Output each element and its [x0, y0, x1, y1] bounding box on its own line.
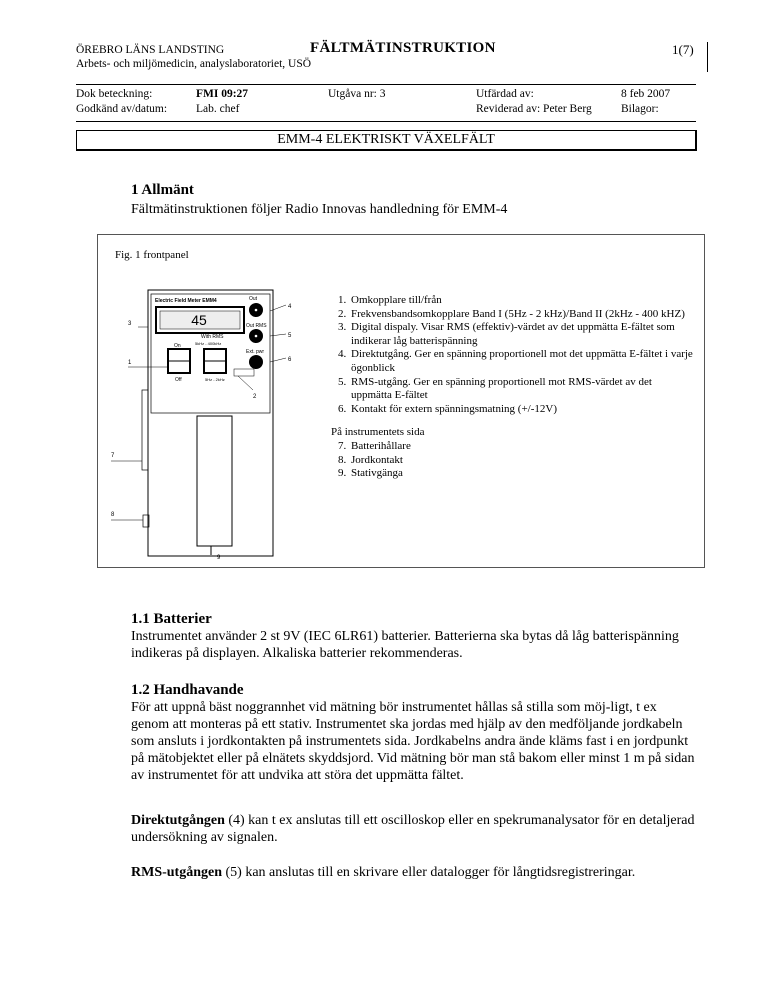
legend-item: 3. Digital dispaly. Visar RMS (effektiv)-värdet av det uppmätta E-fältet som indikerar låg batterispänning — [349, 321, 693, 348]
issued-by: Utfärdad av: — [476, 88, 534, 100]
section-text: Fältmätinstruktionen följer Radio Innovas handledning för EMM-4 — [131, 202, 508, 217]
legend-item: 2. Frekvensbandsomkopplare Band I (5Hz - 2 kHz)/Band II (2kHz - 400 kHZ) — [349, 308, 693, 322]
callout-9: 9 — [217, 555, 221, 561]
margin-bar — [707, 42, 708, 72]
dok-value: FMI 09:27 — [196, 88, 249, 100]
attachments: Bilagor: — [621, 103, 659, 115]
label-with-rms: With RMS — [201, 334, 224, 340]
label-off: Off — [175, 377, 182, 383]
page-number: 1(7) — [672, 42, 694, 57]
section-heading: 1.1 Batterier — [131, 611, 212, 627]
direkt-term: Direktutgången — [131, 813, 225, 828]
edition: Utgåva nr: 3 — [328, 88, 386, 100]
callout-3: 3 — [128, 321, 132, 327]
label-on: On — [174, 343, 181, 349]
document-title: EMM-4 ELEKTRISKT VÄXELFÄLT — [76, 130, 697, 151]
label-out-rms: Out RMS — [246, 323, 267, 329]
legend-item: 1. Omkopplare till/från — [349, 294, 693, 308]
callout-6: 6 — [288, 357, 292, 363]
label-out: Out — [249, 296, 258, 302]
callout-5: 5 — [288, 333, 292, 339]
side-heading: På instrumentets sida — [331, 426, 425, 439]
revised-by: Reviderad av: Peter Berg — [476, 103, 592, 115]
department: Arbets- och miljömedicin, analyslaboratoriet, USÖ — [76, 58, 312, 70]
rms-text: (5) kan anslutas till en skrivare eller datalogger för långtidsregistreringar. — [222, 865, 636, 880]
frontpanel-drawing — [98, 235, 328, 567]
panel-title: Electric Field Meter EMM4 — [155, 298, 217, 304]
section-heading: 1 Allmänt — [131, 182, 194, 198]
label-band: 5kHz - 400kHz — [195, 341, 222, 346]
org-name: ÖREBRO LÄNS LANDSTING — [76, 44, 225, 56]
issue-date: 8 feb 2007 — [621, 88, 671, 100]
section-heading: 1.2 Handhavande — [131, 682, 244, 698]
direkt-paragraph — [131, 812, 696, 846]
doc-type: FÄLTMÄTINSTRUKTION — [310, 40, 496, 56]
approved-value: Lab. chef — [196, 103, 240, 115]
section-text: Instrumentet använder 2 st 9V (IEC 6LR61) batterier. Batterierna ska bytas då låg batterispänning indikeras på displayen. Alkaliska batterier rekommenderas. — [131, 629, 679, 661]
lcd-value: 45 — [191, 312, 207, 328]
label-band2: 5Hz - 2kHz — [205, 377, 225, 382]
meta-table — [76, 84, 696, 122]
figure-legend — [331, 294, 693, 481]
handle — [197, 416, 232, 546]
legend-item: 6. Kontakt för extern spänningsmatning (+/-12V) — [349, 403, 693, 417]
dok-label: Dok beteckning: — [76, 88, 153, 100]
callout-7: 7 — [111, 453, 115, 459]
battery-holder — [142, 390, 148, 470]
callout-4: 4 — [288, 304, 292, 310]
figure-caption: Fig. 1 frontpanel — [115, 249, 189, 261]
side-item: 7. Batterihållare — [349, 440, 693, 454]
callout-8: 8 — [111, 512, 115, 518]
side-item: 9. Stativgänga — [349, 467, 693, 481]
callout-2: 2 — [253, 394, 257, 400]
callout-1: 1 — [128, 360, 132, 366]
label-ext-pwr: Ext. pwr — [246, 349, 265, 355]
rms-paragraph — [131, 864, 696, 881]
ext-pwr-jack-icon — [249, 355, 263, 369]
side-item: 8. Jordkontakt — [349, 454, 693, 468]
approved-label: Godkänd av/datum: — [76, 103, 168, 115]
direkt-text: (4) kan t ex anslutas till ett oscilloskop eller en spekrumanalysator för en detaljerad undersökning av signalen. — [131, 813, 695, 845]
legend-item: 5. RMS-utgång. Ger en spänning proportionell mot RMS-värdet av det uppmätta E-fältet — [349, 376, 693, 403]
section-1-1 — [131, 611, 696, 662]
legend-item: 4. Direktutgång. Ger en spänning proportionell mot det uppmätta E-fältet i varje ögonblick — [349, 348, 693, 375]
section-text: För att uppnå bäst noggrannhet vid mätning bör instrumentet hållas så stilla som möj-ligt, t ex genom att monteras på ett stativ. Instrumentet ska jordas med hjälp av den medföljande jordkabeln som ansluts i jordkontakten på instrumentets sida. Jordkabelns andra ände kläms fast i en jordpunkt på mätobjektet eller på elnätets skyddsjord. Vid mätning bör man stå bakom eller minst 1 m på sidan av instrumentet för att undvika att störa det uppmätta fältet. — [131, 700, 695, 783]
section-1-2 — [131, 682, 696, 784]
rms-term: RMS-utgången — [131, 865, 223, 880]
